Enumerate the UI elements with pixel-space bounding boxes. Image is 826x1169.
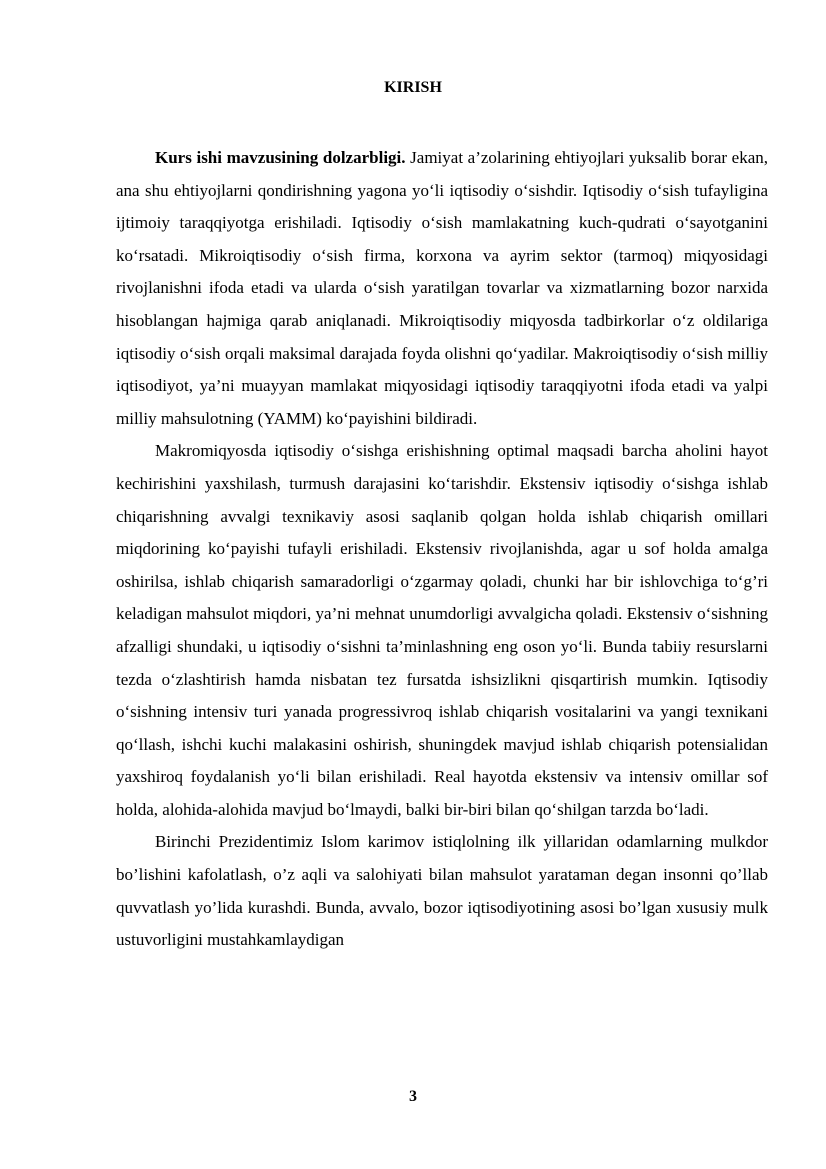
- paragraph-lead: Kurs ishi mavzusining dolzarbligi.: [155, 148, 406, 167]
- paragraph-1: [116, 142, 768, 435]
- paragraph-text: Birinchi Prezidentimiz Islom karimov istiqlolning ilk yillaridan odamlarning mulkdor bo’lishini kafolatlash, o’z aqli va salohiyati bilan mahsulot yarataman degan insonni qo’llab quvvatlash yo’lida kurashdi. Bunda, avvalo, bozor iqtisodiyotining asosi bo’lgan xususiy mulk ustuvorligini mustahkamlaydigan: [116, 832, 768, 950]
- paragraph-text: Jamiyat a’zolarining ehtiyojlari yuksalib borar ekan, ana shu ehtiyojlarni qondirishning yagona yo‘li iqtisodiy o‘sishdir. Iqtisodiy o‘sish tufayligina ijtimoiy taraqqiyotga erishiladi. Iqtisodiy o‘sish mamlakatning kuch-qudrati o‘sayotganini ko‘rsatadi. Mikroiqtisodiy o‘sish firma, korxona va ayrim sektor (tarmoq) miqyosidagi rivojlanishni ifoda etadi va ularda o‘sish yaratilgan tovarlar va xizmatlarning bozor narxida hisoblangan hajmiga qarab aniqlanadi. Mikroiqtisodiy miqyosda tadbirkorlar o‘z oldilariga iqtisodiy o‘sish orqali maksimal darajada foyda olishni qo‘yadilar. Makroiqtisodiy o‘sish milliy iqtisodiyot, ya’ni muayyan mamlakat miqyosidagi iqtisodiy taraqqiyotni ifoda etadi va yalpi milliy mahsulotning (YAMM) ko‘payishini bildiradi.: [116, 148, 768, 428]
- paragraph-text: Makromiqyosda iqtisodiy o‘sishga erishishning optimal maqsadi barcha aholini hayot kechirishini yaxshilash, turmush darajasini ko‘tarishdir. Ekstensiv iqtisodiy o‘sishga ishlab chiqarishning avvalgi texnikaviy asosi saqlanib qolgan holda ishlab chiqarish omillari miqdorining ko‘payishi tufayli erishiladi. Ekstensiv rivojlanishda, agar u sof holda amalga oshirilsa, ishlab chiqarish samaradorligi o‘zgarmay qoladi, chunki har bir ishlovchiga to‘g’ri keladigan mahsulot miqdori, ya’ni mehnat unumdorligi avvalgicha qoladi. Ekstensiv o‘sishning afzalligi shundaki, u iqtisodiy o‘sishni ta’minlashning eng oson yo‘li. Bunda tabiiy resurslarni tezda o‘zlashtirish hamda nisbatan tez fursatda ishsizlikni qisqartirish mumkin. Iqtisodiy o‘sishning intensiv turi yanada progressivroq ishlab chiqarish vositalarini va yangi texnikani qo‘llash, ishchi kuchi malakasini oshirish, shuningdek mavjud ishlab chiqarish potensialidan yaxshiroq foydalanish yo‘li bilan erishiladi. Real hayotda ekstensiv va intensiv omillar sof holda, alohida-alohida mavjud bo‘lmaydi, balki bir-biri bilan qo‘shilgan tarzda bo‘ladi.: [116, 441, 768, 819]
- body-text: [116, 142, 768, 957]
- section-title: KIRISH: [384, 79, 442, 96]
- page-number: 3: [409, 1088, 417, 1105]
- paragraph-2: [116, 435, 768, 826]
- paragraph-3: [116, 826, 768, 956]
